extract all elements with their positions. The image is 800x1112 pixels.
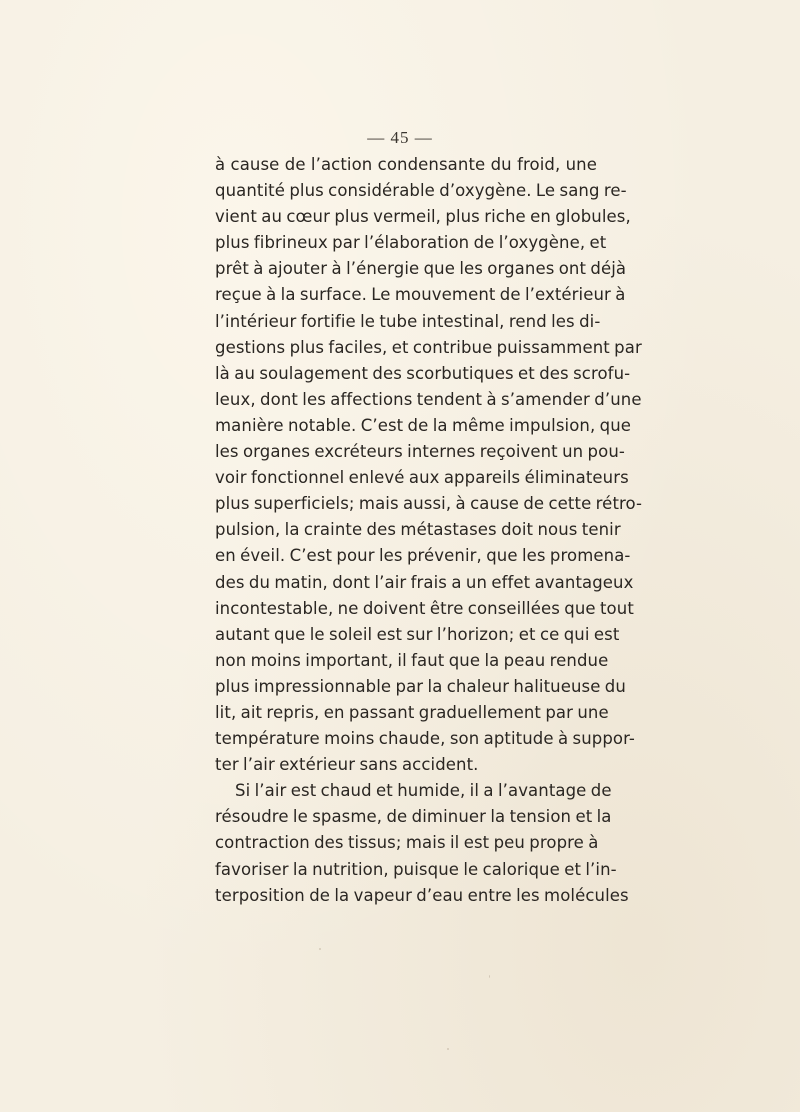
body-text <box>215 152 643 909</box>
text-line: autant que le soleil est sur l’horizon; et ce qui est <box>215 624 620 644</box>
text-line: leux, dont les affections tendent à s’amender d’une <box>215 389 642 409</box>
page-number: — 45 — <box>367 128 433 147</box>
text-line: favoriser la nutrition, puisque le calorique et l’in- <box>215 859 617 879</box>
text-line: reçue à la surface. Le mouvement de l’extérieur à <box>215 285 626 305</box>
text-line: résoudre le spasme, de diminuer la tension et la <box>215 807 612 827</box>
text-line: quantité plus considérable d’oxygène. Le sang re- <box>215 181 627 201</box>
text-line: les organes excréteurs internes reçoivent un pou- <box>215 442 625 462</box>
text-line: non moins important, il faut que la peau rendue <box>215 650 609 670</box>
text-line: contraction des tissus; mais il est peu propre à <box>215 833 599 853</box>
text-line-paragraph-end: ter l’air extérieur sans accident. <box>215 755 479 775</box>
text-line: à cause de l’action condensante du froid, une <box>215 155 597 174</box>
paper-speck <box>319 948 321 950</box>
text-line: l’intérieur fortifie le tube intestinal, rend les di- <box>215 311 601 331</box>
text-line: température moins chaude, son aptitude à suppor- <box>215 729 635 749</box>
text-line: terposition de la vapeur d’eau entre les molécules <box>215 885 629 905</box>
text-line: incontestable, ne doivent être conseillées que tout <box>215 598 634 618</box>
text-line: en éveil. C’est pour les prévenir, que les promena- <box>215 546 631 566</box>
text-line: prêt à ajouter à l’énergie que les organes ont déjà <box>215 259 627 279</box>
text-line: vient au cœur plus vermeil, plus riche en globules, <box>215 207 631 227</box>
text-line: lit, ait repris, en passant graduellement par une <box>215 702 609 722</box>
text-line: des du matin, dont l’air frais a un effet avantageux <box>215 572 634 592</box>
text-line-paragraph-start: Si l’air est chaud et humide, il a l’avantage de <box>235 781 612 801</box>
text-line: voir fonctionnel enlevé aux appareils éliminateurs <box>215 468 629 488</box>
text-line: manière notable. C’est de la même impulsion, que <box>215 415 632 435</box>
text-line: là au soulagement des scorbutiques et des scrofu- <box>215 363 631 383</box>
paper-speck <box>489 975 490 978</box>
text-line: plus superficiels; mais aussi, à cause de cette rétro- <box>215 494 643 514</box>
text-line: plus fibrineux par l’élaboration de l’oxygène, et <box>215 233 607 253</box>
text-line: pulsion, la crainte des métastases doit nous tenir <box>215 520 621 540</box>
text-line: plus impressionnable par la chaleur halitueuse du <box>215 676 626 696</box>
paper-speck <box>447 1048 449 1050</box>
text-line: gestions plus faciles, et contribue puissamment par <box>215 337 642 357</box>
